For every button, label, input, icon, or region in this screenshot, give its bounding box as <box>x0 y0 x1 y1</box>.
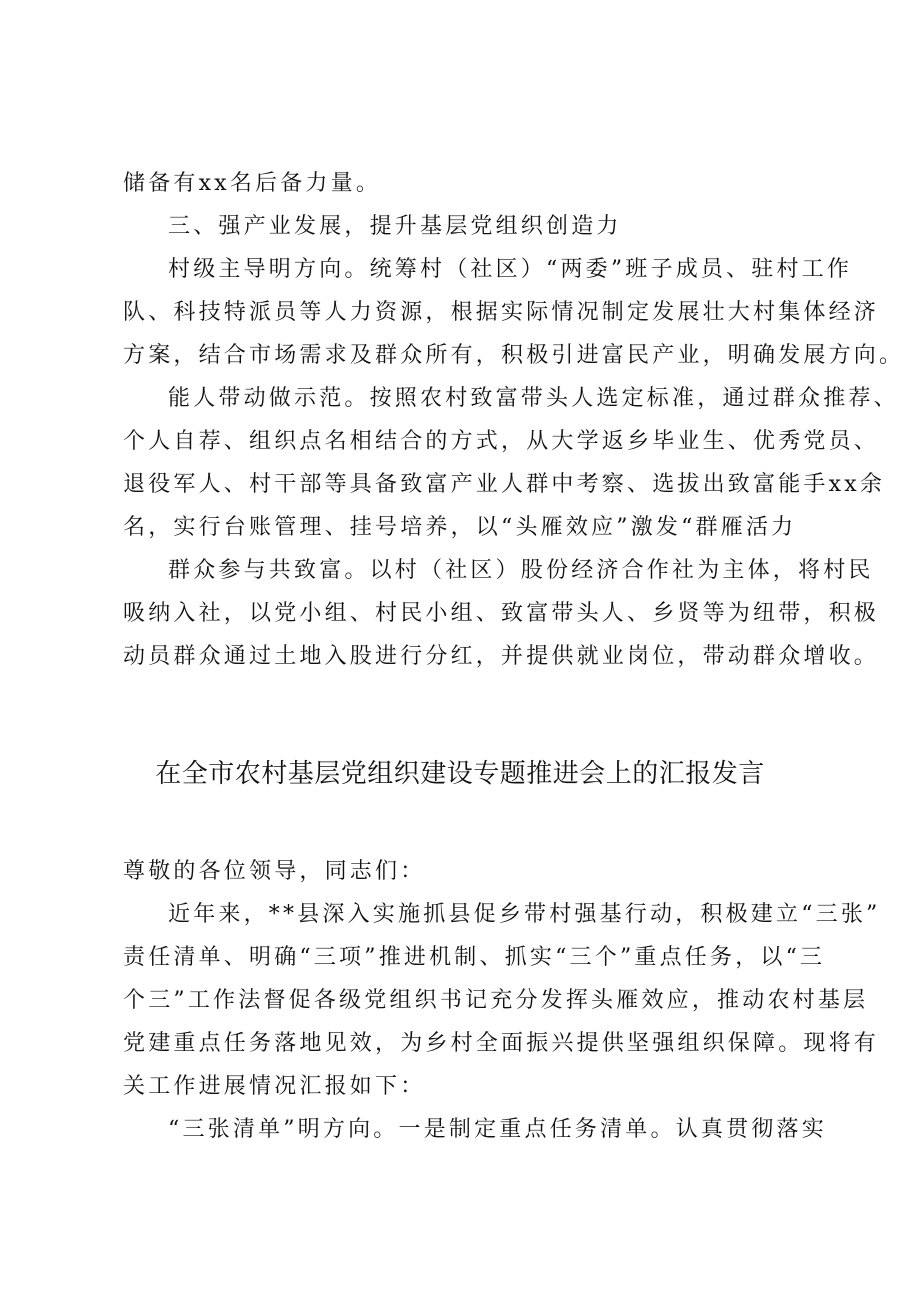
section-heading: 三、强产业发展，提升基层党组织创造力 <box>168 214 622 239</box>
paragraph-line: “三张清单”明方向。一是制定重点任务清单。认真贯彻落实 <box>168 1117 827 1142</box>
paragraph-line: 退役军人、村干部等具备致富产业人群中考察、选拔出致富能手xx余 <box>123 472 886 497</box>
paragraph-line: 责任清单、明确“三项”推进机制、抓实“三个”重点任务，以“三 <box>123 945 826 970</box>
paragraph-line: 党建重点任务落地见效，为乡村全面振兴提供坚强组织保障。现将有 <box>123 1031 880 1056</box>
paragraph-line: 吸纳入社，以党小组、村民小组、致富带头人、乡贤等为纽带，积极 <box>123 601 880 626</box>
paragraph-line: 关工作进展情况汇报如下： <box>123 1074 426 1099</box>
paragraph-line: 个人自荐、组织点名相结合的方式，从大学返乡毕业生、优秀党员、 <box>123 429 880 454</box>
paragraph-line: 近年来，**县深入实施抓县促乡带村强基行动，积极建立“三张” <box>168 902 881 927</box>
paragraph-line: 群众参与共致富。以村（社区）股份经济合作社为主体，将村民 <box>168 558 874 583</box>
paragraph-line: 能人带动做示范。按照农村致富带头人选定标准，通过群众推荐、 <box>168 386 899 411</box>
paragraph-line: 储备有xx名后备力量。 <box>123 171 382 196</box>
paragraph-line: 动员群众通过土地入股进行分红，并提供就业岗位，带动群众增收。 <box>123 644 880 669</box>
paragraph-line: 名，实行台账管理、挂号培养，以“头雁效应”激发“群雁活力 <box>123 515 797 540</box>
paragraph-line: 队、科技特派员等人力资源，根据实际情况制定发展壮大村集体经济 <box>123 300 880 325</box>
salutation: 尊敬的各位领导，同志们： <box>123 859 426 884</box>
article-title: 在全市农村基层党组织建设专题推进会上的汇报发言 <box>155 759 765 789</box>
paragraph-line: 村级主导明方向。统筹村（社区）“两委”班子成员、驻村工作 <box>168 257 853 282</box>
paragraph-line: 个三”工作法督促各级党组织书记充分发挥头雁效应，推动农村基层 <box>123 988 869 1013</box>
paragraph-line: 方案，结合市场需求及群众所有，积极引进富民产业，明确发展方向。 <box>123 343 905 368</box>
